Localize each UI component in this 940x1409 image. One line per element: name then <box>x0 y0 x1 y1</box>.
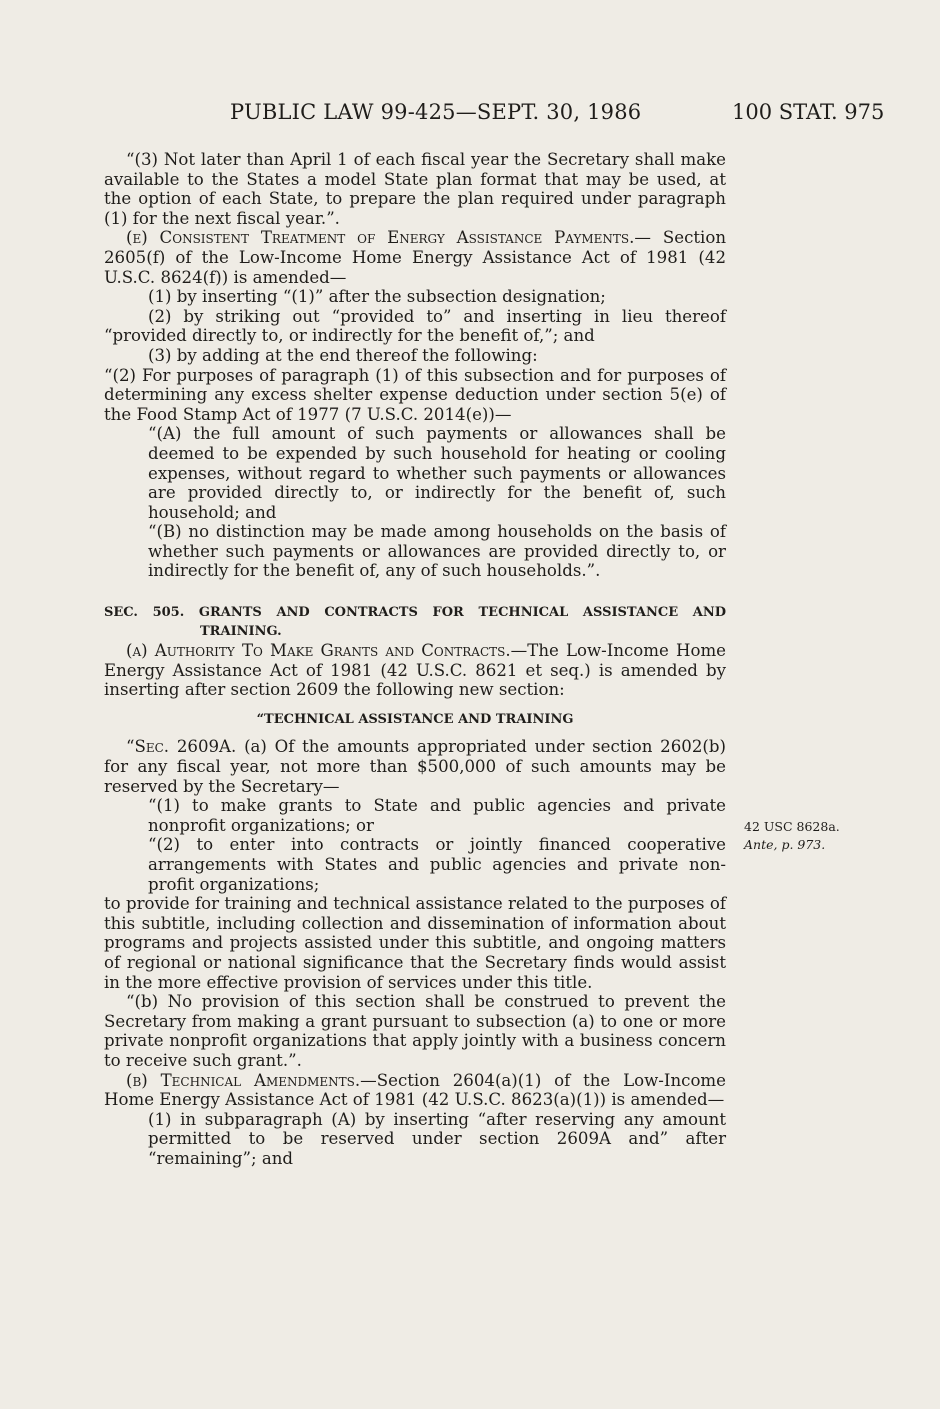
section-2609a-text: 2609A. (a) Of the amounts appropriated under section 2602(b) for any fiscal year, not more than $500,000 of such amounts may be reserved by the Secretary— <box>104 737 726 796</box>
clause-a: “(A) the full amount of such payments or allowances shall be deemed to be expended by such household for heating or cooling expenses, without regard to whether such payments or allowances are provided directly to, or indirectly for the benefit of, such household; and <box>148 424 726 522</box>
amendment-item-1: (1) by inserting “(1)” after the subsection designation; <box>148 287 606 307</box>
section-2609a-paragraph <box>104 737 726 796</box>
bleed-through-right-a <box>848 346 908 362</box>
grant-option-2: “(2) to enter into contracts or jointly financed cooperative arrangements with States and public agencies and private non-profit organizations; <box>148 835 726 894</box>
paragraph-model-state-plan: “(3) Not later than April 1 of each fiscal year the Secretary shall make available to the States a model State plan format that may be used, at the option of each State, to prepare the plan required under paragraph (1) for the next fiscal year.”. <box>104 150 726 228</box>
technical-assistance-heading: “TECHNICAL ASSISTANCE AND TRAINING <box>256 711 574 727</box>
paragraph-authority <box>104 641 726 700</box>
paragraph-technical-amendments <box>104 1071 726 1110</box>
grant-option-1: “(1) to make grants to State and public agencies and private nonprofit organizations; or <box>148 796 726 835</box>
page-header-stat: 100 STAT. 975 <box>732 100 885 124</box>
subsection-text-a: The Low-Income Home Energy Assistance Act of 1981 (42 U.S.C. 8621 et seq.) is amended by inserting after section 2609 the following new section: <box>104 641 726 700</box>
subsection-text-b: Section 2604(a)(1) of the Low-Income Home Energy Assistance Act of 1981 (42 U.S.C. 8623(a)(1)) is amended— <box>104 1070 726 1110</box>
paragraph-purposes: “(2) For purposes of paragraph (1) of this subsection and for purposes of determining any excess shelter expense deduction under section 5(e) of the Food Stamp Act of 1977 (7 U.S.C. 2014(e))— <box>104 365 726 424</box>
paragraph-consistent-treatment <box>104 228 726 287</box>
clause-b: “(B) no distinction may be made among households on the basis of whether such payments or allowances are provided directly to, or indirectly for the benefit of, any of such households.”. <box>148 522 726 581</box>
paragraph-subsection-b: “(b) No provision of this section shall be construed to prevent the Secretary from making a grant pursuant to subsection (a) to one or more private nonprofit organizations that apply jointly with a business concern to receive such grant.”. <box>104 992 726 1070</box>
amendment-item-3: (3) by adding at the end thereof the following: <box>148 345 538 365</box>
amendment-item-2 <box>104 307 726 346</box>
sec-label: “Sec. <box>126 737 170 757</box>
document-body <box>104 150 726 1169</box>
paragraph-training-purpose: to provide for training and technical assistance related to the purposes of this subtitle, including collection and dissemination of information about programs and projects assisted under this subtitle, and ongoing matters of regional or national significance that the Secretary finds would assist in the more effective provision of services under this title. <box>104 894 726 992</box>
margin-note-ante: Ante, p. 973. <box>744 837 826 852</box>
subsection-heading-b: (b) Technical Amendments.— <box>126 1070 377 1090</box>
amendment-item-2-text: (2) by striking out “provided to” and inserting in lieu thereof “provided directly to, or indirectly for the benefit of,”; and <box>104 306 726 346</box>
subsection-heading-e: (e) Consistent Treatment of Energy Assistance Payments.— <box>126 228 652 248</box>
subsection-text-e: Section 2605(f) of the Low-Income Home Energy Assistance Act of 1981 (42 U.S.C. 8624(f)) is amended— <box>104 228 727 287</box>
margin-note-usc: 42 USC 8628a. <box>744 819 840 834</box>
technical-amendment-item-1: (1) in subparagraph (A) by inserting “after reserving any amount permitted to be reserved under section 2609A and” after “remaining”; and <box>148 1109 726 1168</box>
margin-citation <box>744 818 840 854</box>
section-505-heading: SEC. 505. GRANTS AND CONTRACTS FOR TECHNICAL ASSISTANCE AND TRAINING. <box>104 605 726 640</box>
page-header-title: PUBLIC LAW 99-425—SEPT. 30, 1986 <box>230 100 642 124</box>
subsection-heading-a: (a) Authority To Make Grants and Contracts.— <box>126 641 528 661</box>
